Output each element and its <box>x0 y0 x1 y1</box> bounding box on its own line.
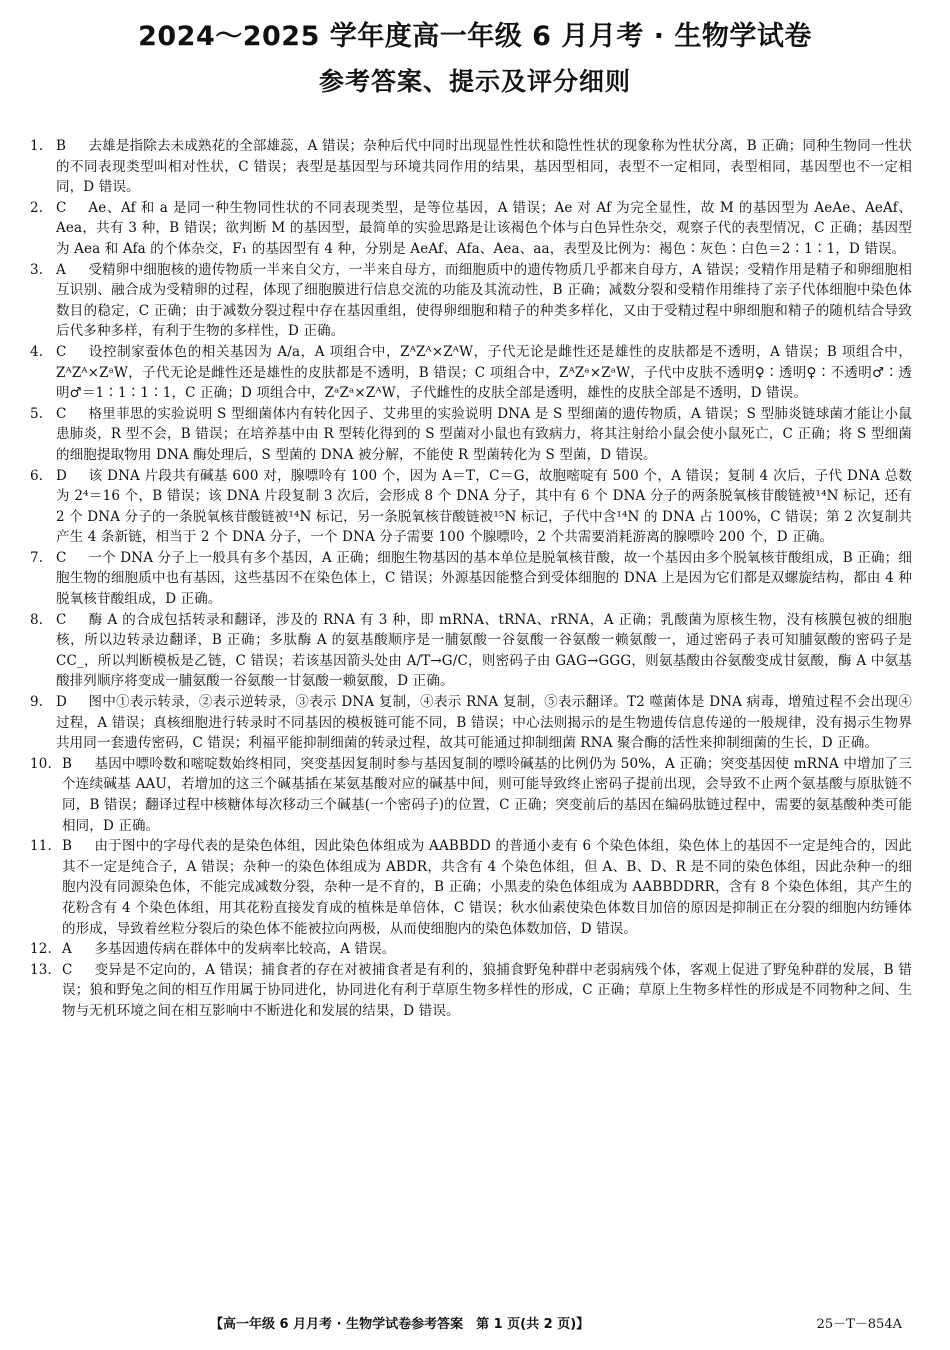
answer-list <box>30 136 912 1022</box>
footer-page-info: 【高一年级 6 月月考 · 生物学试卷参考答案 第 1 页(共 2 页)】 <box>210 1317 590 1332</box>
footer-document-code: 25－T－854A <box>816 1317 902 1332</box>
item-number: 12. <box>30 941 52 958</box>
answer-item <box>30 836 912 939</box>
answer-item <box>30 466 912 548</box>
item-number: 10. <box>30 755 52 772</box>
answer-letter: C <box>56 549 67 566</box>
page-title: 2024～2025 学年度高一年级 6 月月考 · 生物学试卷 <box>138 21 812 52</box>
answer-letter: C <box>56 611 67 628</box>
answer-item <box>30 939 912 960</box>
item-number: 2. <box>30 199 44 216</box>
page-subtitle: 参考答案、提示及评分细则 <box>318 67 631 96</box>
answer-item <box>30 548 912 610</box>
page-footer <box>0 1313 950 1335</box>
answer-explanation: 变异是不定向的，A 错误；捕食者的存在对被捕食者是有利的，狼捕食野兔种群中老弱病残个体，客观上促进了野兔种群的发展，B 错误；狼和野兔之间的相互作用属于协同进化，协同进化有利于草原生物多样性的形成，C 正确；草原上生物多样性的形成是不同物种之间、生物与无机环境之间在相互影响中不断进化和发展的结果，D 错误。 <box>62 961 912 1019</box>
answer-explanation: 设控制家蚕体色的相关基因为 A/a，A 项组合中，ZᴬZᴬ×ZᴬW，子代无论是雌性还是雄性的皮肤都是不透明，A 错误；B 项组合中，ZᴬZᴬ×ZᵃW，子代无论是雌性还是雄性的皮肤都是不透明，B 错误；C 项组合中，ZᴬZᵃ×ZᵃW，子代中皮肤不透明♀∶透明♀∶不透明♂∶透明♂＝1∶1∶1∶1，C 正确；D 项组合中，ZᵃZᵃ×ZᴬW，子代雌性的皮肤全部是透明，雄性的皮肤全部是不透明，D 错误。 <box>56 343 912 402</box>
answer-letter: C <box>56 405 67 422</box>
answer-explanation: 由于图中的字母代表的是染色体组，因此染色体组成为 AABBDD 的普通小麦有 6 个染色体组，染色体上的基因不一定是纯合的，因此其不一定是纯合子，A 错误；杂种一的染色体组成为 ABDR，共含有 4 个染色体组，但 A、B、D、R 是不同的染色体组，因此杂种一的细胞内没有同源染色体，不能完成减数分裂，杂种一是不育的，B 正确；小黑麦的染色体组成为 AABBDDRR，含有 8 个染色体组，其产生的花粉含有 4 个染色体组，用其花粉直接发育成的植株是单倍体，C 错误；秋水仙素使染色体数目加倍的原因是抑制正在分裂的细胞内纺锤体的形成，导致着丝粒分裂后的染色体不能被拉向两极，从而使细胞内的染色体数加倍，D 错误。 <box>62 838 912 937</box>
answer-item <box>30 692 912 754</box>
answer-letter: A <box>62 941 72 958</box>
item-number: 6. <box>30 467 44 484</box>
item-number: 11. <box>30 838 52 855</box>
item-number: 13. <box>30 961 52 978</box>
answer-letter: D <box>56 467 67 484</box>
answer-letter: B <box>56 138 67 154</box>
answer-explanation: 多基因遗传病在群体中的发病率比较高，A 错误。 <box>94 941 396 958</box>
answer-explanation: 酶 A 的合成包括转录和翻译，涉及的 RNA 有 3 种，即 mRNA、tRNA、rRNA，A 正确；乳酸菌为原核生物，没有核膜包被的细胞核，所以边转录边翻译，B 正确；多肽酶 A 的氨基酸顺序是一脯氨酸一谷氨酸一谷氨酸一赖氨酸一，通过密码子表可知脯氨酸的密码子是 CC_，所以判断模板是乙链，C 错误；若该基因箭头处由 A/T→G/C，则密码子由 GAG→GGG，则氨基酸由谷氨酸变成甘氨酸，酶 A 中氨基酸排列顺序将变成一脯氨酸一谷氨酸一甘氨酸一赖氨酸，D 正确。 <box>56 611 912 690</box>
answer-item <box>30 342 912 404</box>
answer-item <box>30 136 912 198</box>
answer-item <box>30 754 912 836</box>
answer-explanation: 格里菲思的实验说明 S 型细菌体内有转化因子、艾弗里的实验说明 DNA 是 S 型细菌的遗传物质，A 错误；S 型肺炎链球菌才能让小鼠患肺炎，R 型不会，B 错误；在培养基中由 R 型转化得到的 S 型菌对小鼠也有致病力，将其注射给小鼠会使小鼠死亡，C 正确；将 S 型细菌的细胞提取物用 DNA 酶处理后，S 型菌的 DNA 被分解，不能使 R 型菌转化为 S 型菌，D 错误。 <box>56 405 912 463</box>
item-number: 4. <box>30 343 44 360</box>
answer-explanation: 该 DNA 片段共有碱基 600 对，腺嘌呤有 100 个，因为 A＝T，C＝G，故胞嘧啶有 500 个，A 错误；复制 4 次后，子代 DNA 总数为 2⁴＝16 个，B 错误；该 DNA 片段复制 3 次后，会形成 8 个 DNA 分子，其中有 6 个 DNA 分子的两条脱氧核苷酸链被¹⁴N 标记，还有 2 个 DNA 分子的一条脱氧核苷酸链被¹⁴N 标记，另一条脱氧核苷酸链被¹⁵N 标记，子代中含¹⁴N 的 DNA 占 100%，C 错误；第 2 次复制共产生 4 条新链，相当于 2 个 DNA 分子，一个 DNA 分子需要 100 个腺嘌呤，2 个共需要消耗游离的腺嘌呤 200 个，D 正确。 <box>56 467 912 546</box>
answer-letter: C <box>56 199 67 216</box>
answer-item <box>30 404 912 466</box>
answer-letter: A <box>56 261 66 278</box>
answer-item <box>30 960 912 1022</box>
answer-letter: C <box>56 343 67 360</box>
item-number: 1. <box>30 138 44 154</box>
answer-explanation: 受精卵中细胞核的遗传物质一半来自父方，一半来自母方，而细胞质中的遗传物质几乎都来自母方，A 错误；受精作用是精子和卵细胞相互识别、融合成为受精卵的过程，体现了细胞膜进行信息交流的功能及其流动性，B 正确；减数分裂和受精作用维持了亲子代体细胞中染色体数目的稳定，C 正确；由于减数分裂过程中存在基因重组，使得卵细胞和精子的种类多样化，又由于受精过程中卵细胞和精子的随机结合导致后代多种多样，有利于生物的多样性，D 正确。 <box>56 261 912 340</box>
item-number: 8. <box>30 611 44 628</box>
answer-explanation: 基因中嘌呤数和嘧啶数始终相同，突变基因复制时参与基因复制的嘌呤碱基的比例仍为 50%，A 正确；突变基因使 mRNA 中增加了三个连续碱基 AAU，若增加的这三个碱基插在某氨基酸对应的碱基中间，则可能导致终止密码子提前出现，会导致不止两个氨基酸与原肽链不同，B 错误；翻译过程中核糖体每次移动三个碱基(一个密码子)的位置，C 正确；突变前后的基因在编码肽链过程中，需要的氨基酸种类可能相同，D 正确。 <box>62 755 912 834</box>
item-number: 3. <box>30 261 44 278</box>
answer-item <box>30 260 912 342</box>
answer-letter: B <box>62 838 73 855</box>
answer-letter: D <box>56 694 67 711</box>
item-number: 7. <box>30 549 44 566</box>
answer-letter: C <box>62 961 73 978</box>
answer-explanation: 去雄是指除去未成熟花的全部雄蕊，A 错误；杂种后代中同时出现显性性状和隐性性状的现象称为性状分离，B 正确；同种生物同一性状的不同表现类型叫相对性状，C 错误；表型是基因型与环境共同作用的结果，基因型相同，表型不一定相同，表型相同，基因型也不一定相同，D 错误。 <box>56 138 912 196</box>
answer-item <box>30 198 912 260</box>
answer-item <box>30 610 912 692</box>
answer-explanation: 图中①表示转录，②表示逆转录，③表示 DNA 复制，④表示 RNA 复制，⑤表示翻译。T2 噬菌体是 DNA 病毒，增殖过程不会出现④过程，A 错误；真核细胞进行转录时不同基因的模板链可能不同，B 错误；中心法则揭示的是生物遗传信息传递的一般规律，没有揭示生物界共用同一套遗传密码，C 错误；利福平能抑制细菌的转录过程，故其可能通过抑制细菌 RNA 聚合酶的活性来抑制细菌的生长，D 正确。 <box>56 694 912 752</box>
answer-letter: B <box>62 755 73 772</box>
answer-explanation: 一个 DNA 分子上一般具有多个基因，A 正确；细胞生物基因的基本单位是脱氧核苷酸，故一个基因由多个脱氧核苷酸组成，B 正确；细胞生物的细胞质中也有基因，这些基因不在染色体上，C 错误；外源基因能整合到受体细胞的 DNA 上是因为它们都是双螺旋结构，都由 4 种脱氧核苷酸组成，D 正确。 <box>56 549 912 608</box>
item-number: 9. <box>30 694 44 711</box>
answer-explanation: Ae、Af 和 a 是同一种生物同性状的不同表现类型，是等位基因，A 错误；Ae 对 Af 为完全显性，故 M 的基因型为 AeAe、AeAf、Aea，共有 3 种，B 错误；欲判断 M 的基因型，最简单的实验思路是让该褐色个体与白色异性杂交，观察子代的表型情况，C 正确；基因型为 Aea 和 Afa 的个体杂交，F₁ 的基因型有 4 种，分别是 AeAf、Afa、Aea、aa，表型及比例为：褐色∶灰色∶白色＝2∶1∶1，D 错误。 <box>56 199 912 257</box>
item-number: 5. <box>30 405 44 422</box>
